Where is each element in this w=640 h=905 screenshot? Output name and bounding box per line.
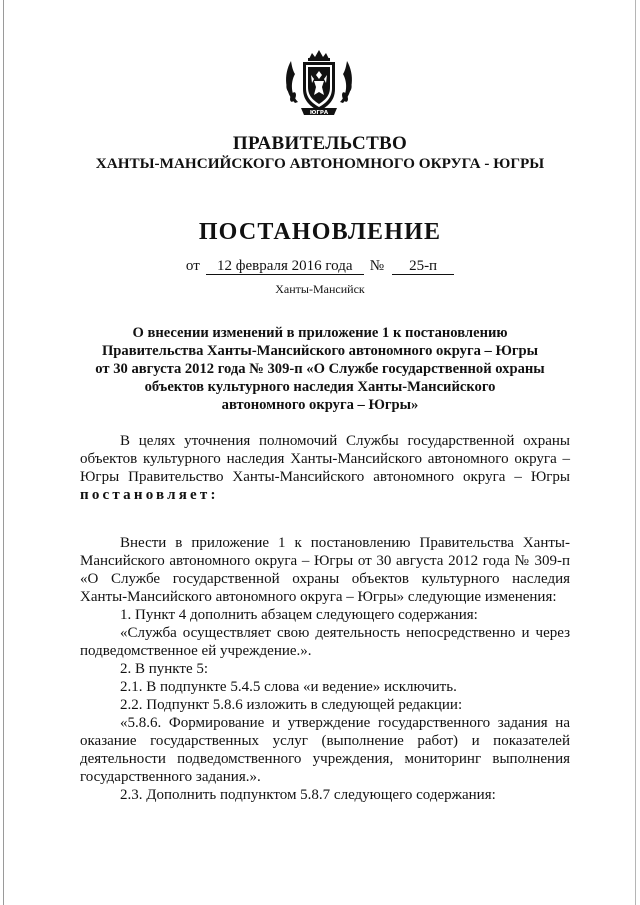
item-2-3: 2.3. Дополнить подпунктом 5.8.7 следующего содержания: bbox=[120, 787, 496, 803]
document-subject bbox=[80, 324, 560, 414]
document-place: Ханты-Мансийск bbox=[275, 282, 365, 296]
subject-line: Правительства Ханты-Мансийского автономного округа – Югры bbox=[101, 343, 539, 359]
resolves-word: постановляет: bbox=[80, 487, 219, 503]
subject-line: О внесении изменений в приложение 1 к постановлению bbox=[132, 325, 508, 341]
item-2-2: 2.2. Подпункт 5.8.6 изложить в следующей редакции: bbox=[120, 697, 463, 713]
body-intro-paragraph bbox=[80, 534, 570, 804]
document-date-number-line bbox=[0, 258, 640, 275]
item-2: 2. В пункте 5: bbox=[120, 661, 209, 677]
text-line: Югры Правительство Ханты-Мансийского автономного округа – Югры bbox=[80, 469, 570, 485]
number-prefix: № bbox=[369, 258, 385, 274]
document-number: 25-п bbox=[392, 258, 454, 275]
subject-line: автономного округа – Югры» bbox=[221, 397, 419, 413]
item-1: 1. Пункт 4 дополнить абзацем следующего содержания: bbox=[120, 607, 478, 623]
government-title: ПРАВИТЕЛЬСТВО bbox=[232, 133, 408, 154]
text-line: объектов культурного наследия Ханты-Мансийского автономного округа – bbox=[80, 451, 570, 467]
text-line: оказание государственных услуг (выполнение работ) и показателей bbox=[80, 733, 570, 749]
document-type: ПОСТАНОВЛЕНИЕ bbox=[198, 219, 442, 245]
date-prefix: от bbox=[185, 258, 200, 274]
text-line: «5.8.6. Формирование и утверждение государственного задания на bbox=[120, 715, 570, 731]
item-2-1: 2.1. В подпункте 5.4.5 слова «и ведение» исключить. bbox=[120, 679, 457, 695]
text-line: Внести в приложение 1 к постановлению Правительства Ханты- bbox=[120, 535, 570, 551]
document-date: 12 февраля 2016 года bbox=[206, 258, 364, 275]
text-line: деятельности подведомственного учреждения, мониторинг выполнения bbox=[80, 751, 570, 767]
text-line: государственного задания.». bbox=[80, 769, 261, 785]
subject-line: объектов культурного наследия Ханты-Мансийского bbox=[144, 379, 496, 395]
svg-text:ЮГРА: ЮГРА bbox=[309, 110, 329, 116]
text-line: Мансийского автономного округа – Югры от 30 августа 2012 года № 309-п bbox=[80, 553, 570, 569]
government-subtitle: ХАНТЫ-МАНСИЙСКОГО АВТОНОМНОГО ОКРУГА - ЮГРЫ bbox=[95, 155, 545, 172]
khanty-mansi-coat-of-arms-icon bbox=[281, 45, 357, 121]
text-line: «Служба осуществляет свою деятельность непосредственно и через bbox=[120, 625, 570, 641]
text-line: «О Службе государственной охраны объектов культурного наследия bbox=[80, 571, 570, 587]
preamble-paragraph bbox=[80, 432, 570, 504]
text-line: В целях уточнения полномочий Службы государственной охраны bbox=[120, 433, 570, 449]
text-line: подведомственное ей учреждение.». bbox=[80, 643, 312, 659]
text-line: Ханты-Мансийского автономного округа – Югры» следующие изменения: bbox=[80, 589, 557, 605]
subject-line: от 30 августа 2012 года № 309-п «О Службе государственной охраны bbox=[95, 361, 545, 377]
